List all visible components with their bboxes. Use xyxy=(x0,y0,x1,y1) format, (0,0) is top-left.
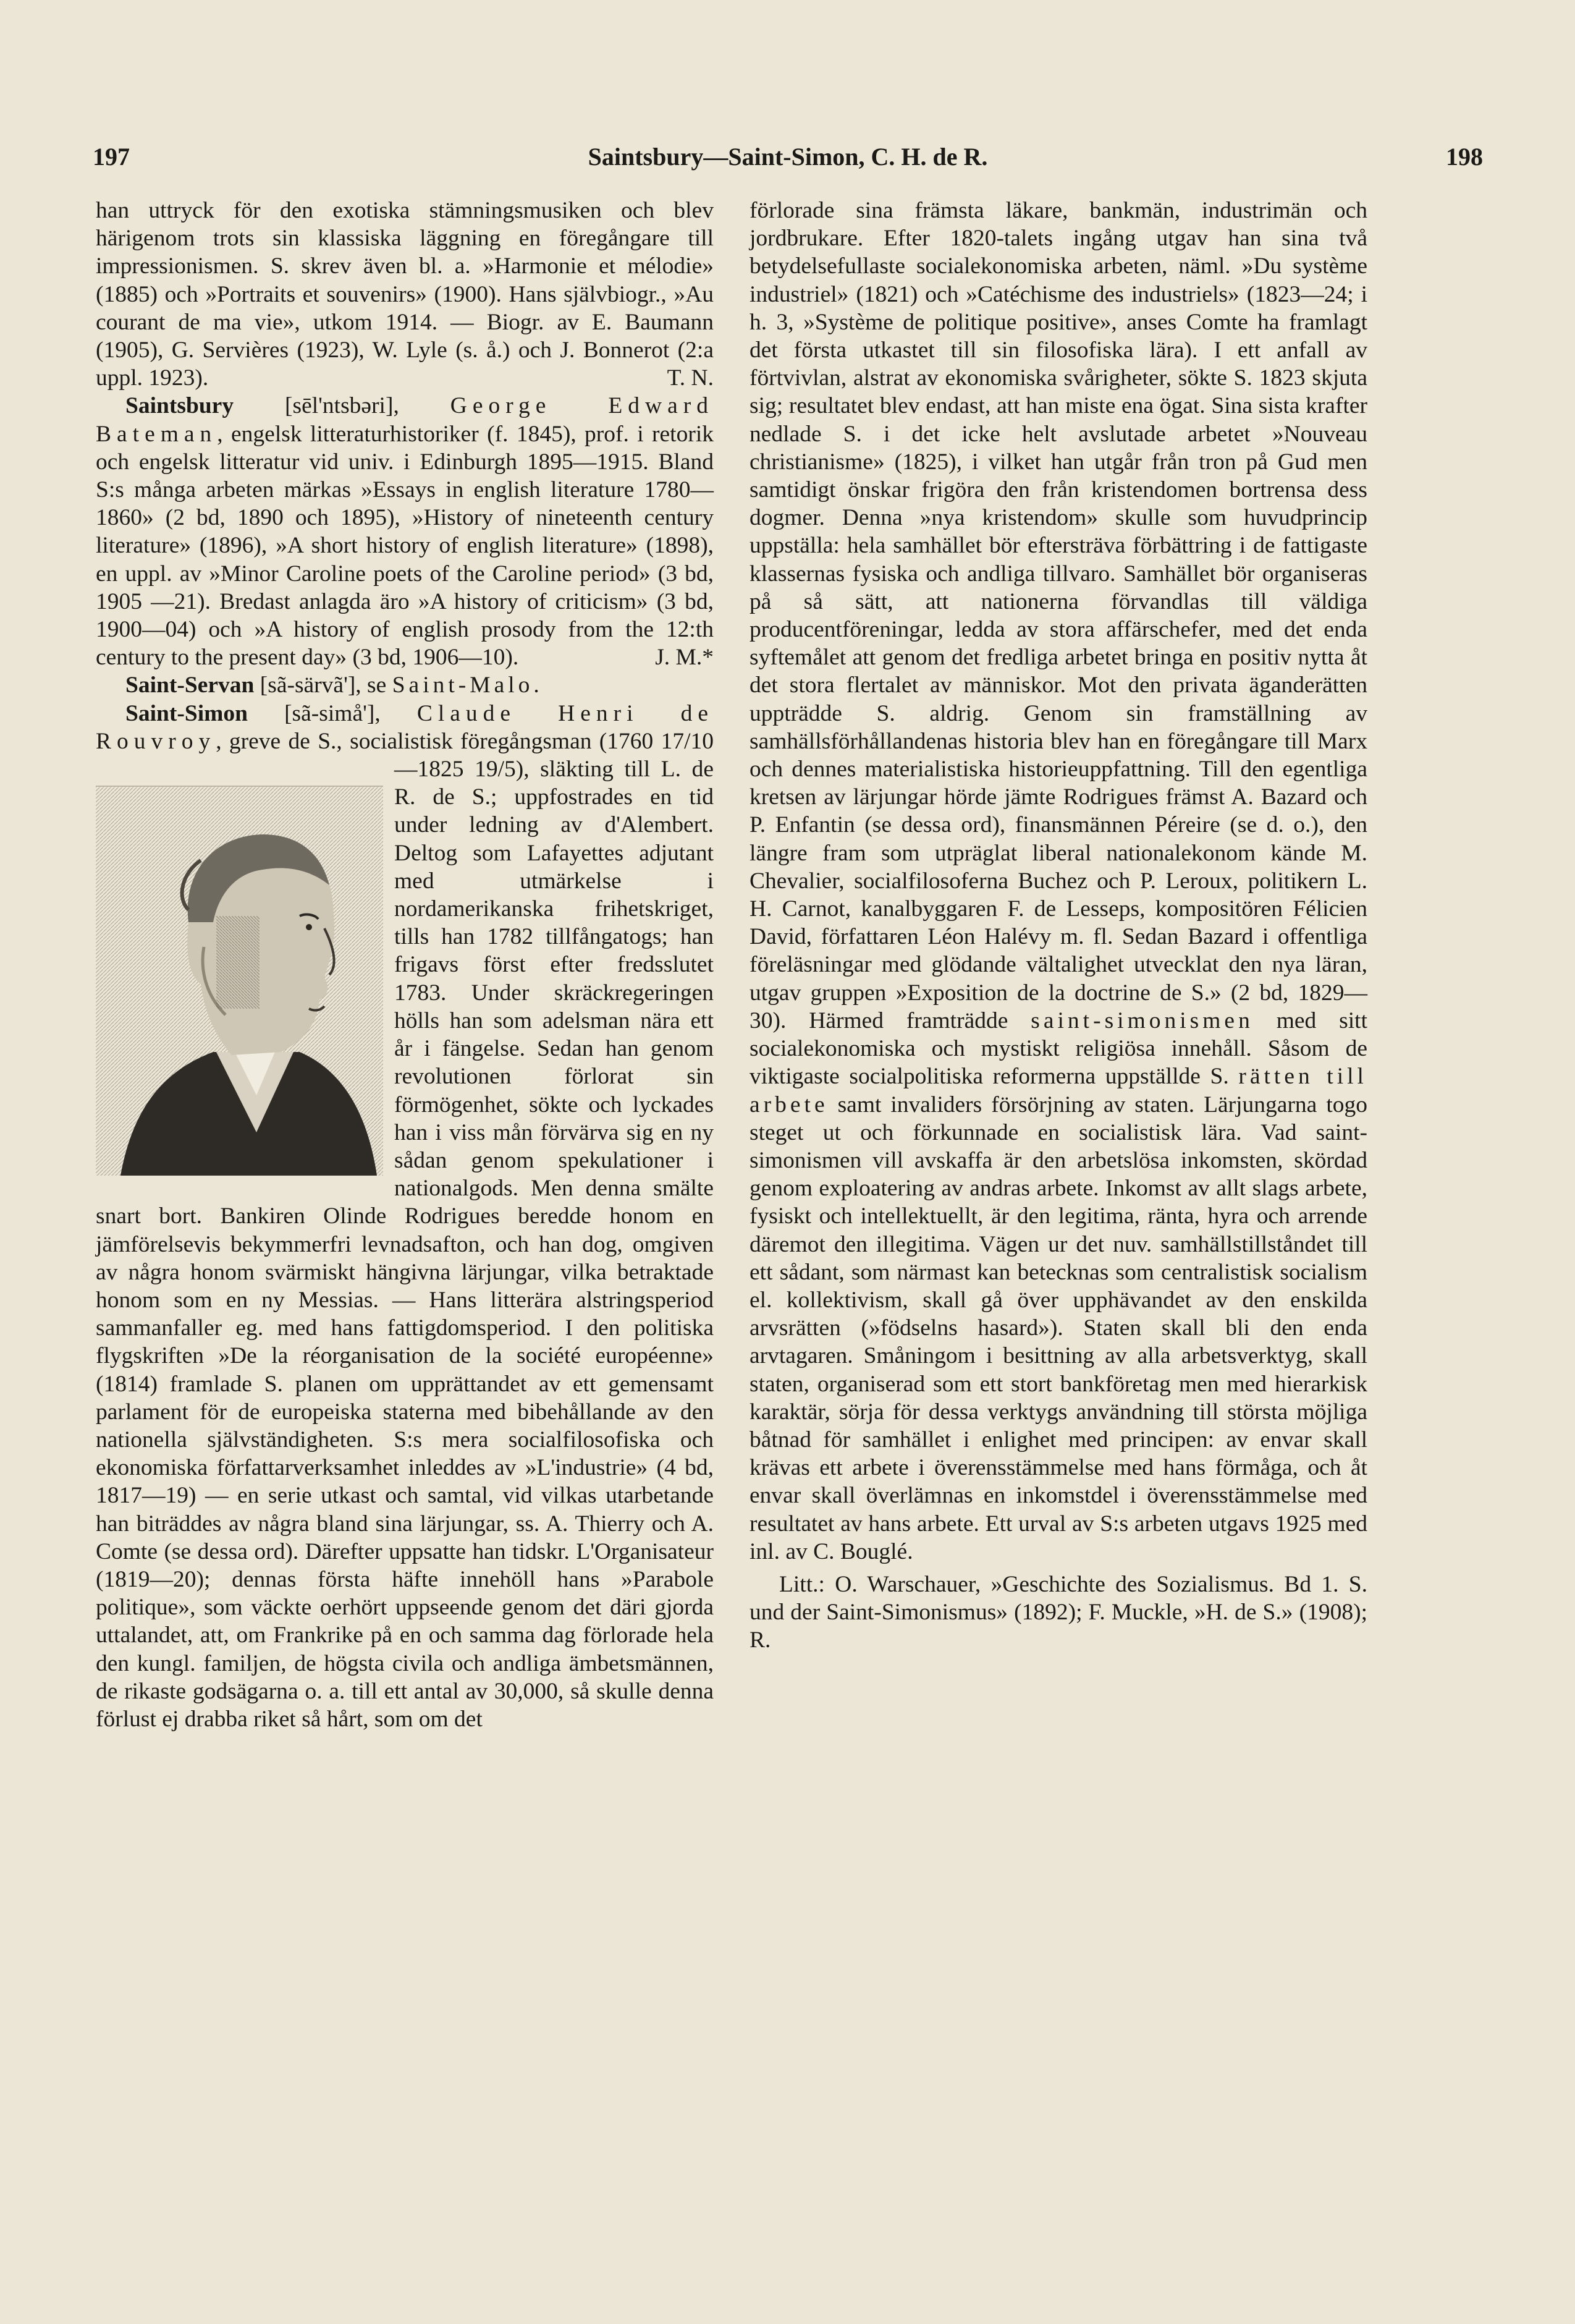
saint-simon-biography: ), släkting till L. de R. de S.; uppfostrades en tid under ledning av d'Alembert. Deltog som Lafayettes adjutant med utmärkelse i nordamerikanska frihetskriget, tills han 1782 tillfångatogs; han frigavs först efter fredsslutet 1783. Under skräckregeringen hölls han som adelsman nära ett år i fängelse. Sedan han genom revolutionen förlorat sin förmögenhet, sökte och lyckades han i viss mån förvärva sig en ny sådan genom spekulationer i nationalgods. Men denna smälte snart bort. Bankiren Olinde Rodrigues beredde honom en jämförelsevis bekymmerfri levnadsafton, och han dog, omgiven av några honom svärmiskt hängivna lärjungar, vilka betraktade honom som en ny Messias. — Hans litterära alstringsperiod sammanfaller eg. med hans fattigdomsperiod. I den politiska flygskriften »De la réorganisation de la société européenne» (1814) framlade S. planen om upprättandet av ett gemensamt parlament för de europeiska staterna med bibehållande av den nationella självständigheten. S:s mera socialfilosofiska och ekonomiska författarverksamhet inleddes av »L'industrie» (4 bd, 1817—19) — en serie utkast och samtal, vid vilkas utarbetande han biträddes av några bland sina lärjungar, ss. A. Thierry och A. Comte (se dessa ord). Därefter uppsatte han tidskr. L'Organisateur (1819—20); dennas första häfte innehöll hans »Parabole politique», som väckte oerhört uppseende genom det däri gjorda uttalandet, att, om Frankrike på en och samma dag förlorade hela den kungl. familjen, de högsta civila och andliga ämbetsmännen, de rikaste godsägarna o. a. till ett antal av 30,000, så skulle denna förlust ej drabba riket så hårt, som om det xyxy=(96,757,714,1732)
birth-date: 17/10 xyxy=(661,728,714,754)
saint-simon-continuation: förlorade sina främsta läkare, bankmän, industrimän och jordbrukare. Efter 1820-talets ingång utgav han sina två betydelsefullaste socialekonomiska arbeten, näml. »Du système industriel» (1821) och »Catéchisme des industriels» (1823—24; i h. 3, »Système de politique positive», anses Comte ha framlagt det första utkastet till sin filosofiska lära). I ett anfall av förtvivlan, alstrat av ekonomiska svårigheter, sökte S. 1823 skjuta sig; resultatet blev endast, att han miste ena ögat. Sina sista krafter nedlade S. i det icke helt avslutade arbetet »Nouveau christianisme» (1825), i vilket han utgår från tron på Gud men samtidigt önskar frigöra den från kristendomen bortrensa dess dogmer. Denna »nya kristendom» skulle som huvudprincip uppställa: hela samhället bör eftersträva förbättring i de fattigaste klassernas fysiska och andliga tillvaro. Samhället bör organiseras på så sätt, att nationerna förvandlas till väldiga producentföreningar, ledda av stora affärschefer, med det enda syftemålet att genom det fredliga arbetet bringa en positiv nytta åt det stora flertalet av människor. Mot den privata äganderätten uppträdde S. aldrig. Genom sin framställning av samhällsförhållandenas historia blev han en föregångare till Marx och dennes materialistiska historieuppfattning. Till den egentliga kretsen av lärjungar hörde jämte Rodrigues främst A. Bazard och P. Enfantin (se dessa ord), finansmännen Péreire (se d. o.), den längre fram som utpräglat liberal nationalekonom kände M. Chevalier, socialfilosoferna Buchez och P. Leroux, politikern L. H. Carnot, kanalbyggaren F. de Lesseps, kompositören Félicien David, författaren Léon Halévy m. fl. Sedan Bazard i offentliga föreläsningar med glödande vältalighet utvecklat den nya läran, utgav gruppen »Exposition de la doctrine de S.» (2 bd, 1829—30). Härmed framträdde saint-simonismen med sitt socialekonomiska och mystiskt religiösa innehåll. Såsom de viktigaste socialpolitiska reformerna uppställde S. rätten till arbete samt invaliders försörjning av staten. Lärjungarna togo steget ut och förkunnade en socialistisk lära. Vad saint-simonismen vill avskaffa är den arbetslösa inkomsten, skördad genom exploatering av andras arbete. Inkomst av allt slags arbete, fysiskt och intellektuellt, är den legitima, ränta, hyra och arrende däremot den illegitima. Vägen ur det nuv. samhällstillståndet till ett sådant, som närmast kan betecknas som centralistisk socialism el. kollektivism, skall gå över upphävandet av den enskilda arvsrätten (»födselns hasard»). Staten skall bli den enda arvtagaren. Småningom i besittning av alla arbetsverktyg, skall staten, organiserad som ett stort bankföretag men med hierarkisk karaktär, sörja för dessa verktygs användning till största möjliga båtnad för samhället i enlighet med principen: av envar skall krävas ett arbete i överensstämmelse med hans förmåga, och åt envar skall överlämnas en inkomstdel i överensstämmelse med resultatet av hans arbete. Ett urval av S:s arbeten utgavs 1925 med inl. av C. Bouglé. xyxy=(749,198,1367,1564)
saint-saens-continuation: han uttryck för den exotiska stämningsmusiken och blev härigenom trots sin klassiska läggning en föregångare till impressionismen. S. skrev även bl. a. »Harmonie et mélodie» (1885) och »Portraits et souvenirs» (1900). Hans självbiogr., »Au courant de ma vie», utkom 1914. — Biogr. av E. Baumann (1905), G. Servières (1923), W. Lyle (s. å.) och J. Bonnerot (2:a uppl. 1923). T. N. xyxy=(96,197,714,392)
left-page-number: 197 xyxy=(93,143,130,171)
headword-saintsbury: Saintsbury xyxy=(125,393,234,419)
portrait-saint-simon xyxy=(96,761,383,1176)
headword-saint-servan: Saint-Servan xyxy=(125,672,255,698)
saint-simon-full-name: Claude Henri de Rouvroy xyxy=(96,700,714,754)
term-saint-simonismen: saint-simonismen xyxy=(1031,1007,1254,1033)
literature-references: Litt.: O. Warschauer, »Geschichte des Sozialismus. Bd 1. S. und der Saint-Simonismus» (1892); F. Muckle, »H. de S.» (1908); R. xyxy=(749,1571,1367,1653)
header-title: Saintsbury—Saint-Simon, C. H. de R. xyxy=(588,143,988,171)
running-header xyxy=(93,137,1483,180)
right-page-number: 198 xyxy=(1446,143,1483,171)
entry-saintsbury: Saintsbury [sēl'ntsbəri], George Edward Bateman, engelsk litteraturhistoriker (f. 1845), prof. i retorik och engelsk litteratur vid univ. i Edinburgh 1895—1915. Bland S:s många arbeten märkas »Essays in english literature 1780—1860» (2 bd, 1890 och 1895), »History of nineteenth century literature» (1896), »A short history of english literature» (1898), en uppl. av »Minor Caroline poets of the Caroline period» (3 bd, 1905 —21). Bredast anlagda äro »A history of criticism» (3 bd, 1900—04) och »A history of english prosody from the 12:th century to the present day» (3 bd, 1906—10). J. M.* xyxy=(96,392,714,671)
entry-saint-simon: Saint-Simon [sã-simå'], Claude Henri de Rouvroy, greve de S., socialistisk föregångsman (1760 17/10—1825 19/5 ), släkting till L. de R. de S.; uppfostrades en tid under ledning av d'Alembert. Deltog som Lafayettes adjutant med utmärkelse i nordamerikanska frihetskriget, tills han 1782 tillfångatogs; han frigavs först efter fredsslutet 1783. Under skräckregeringen hölls han som adelsman nära ett år i fängelse. Sedan han genom revolutionen förlorat sin förmögenhet, sökte och lyckades han i viss mån förvärva sig en ny sådan genom spekulationer i nationalgods. Men denna smälte snart bort. Bankiren Olinde Rodrigues beredde honom en jämförelsevis bekymmerfri levnadsafton, och han dog, omgiven av några honom svärmiskt hängivna lärjungar, vilka betraktade honom som en ny Messias. — Hans litterära alstringsperiod sammanfaller eg. med hans fattigdomsperiod. I den politiska flygskriften »De la réorganisation de la société européenne» (1814) framlade S. planen om upprättandet av ett gemensamt parlament för de europeiska staterna med bibehållande av den nationella självständigheten. S:s mera socialfilosofiska och ekonomiska författarverksamhet inleddes av »L'industrie» (4 bd, 1817—19) — en serie utkast och samtal, vid vilkas utarbetande han biträddes av några bland sina lärjungar, ss. A. Thierry och A. Comte (se dessa ord). Därefter uppsatte han tidskr. L'Organisateur (1819—20); dennas första häfte innehöll hans »Parabole politique», som väckte oerhört uppseende genom det däri gjorda uttalandet, att, om Frankrike på en och samma dag förlorade hela den kungl. familjen, de högsta civila och andliga ämbetsmännen, de rikaste godsägarna o. a. till ett antal av 30,000, så skulle denna förlust ej drabba riket så hårt, som om det xyxy=(96,700,714,1732)
term-ratten-till-arbete: rätten till arbete xyxy=(749,1064,1367,1117)
saintsbury-full-name: George Edward Bateman xyxy=(96,393,714,447)
left-column xyxy=(96,197,714,1733)
entry-saint-servan: Saint-Servan [sã-särvã'], se Saint-Malo. xyxy=(125,672,539,698)
signature-tn: T. N. xyxy=(667,365,714,391)
headword-saint-simon: Saint-Simon xyxy=(125,700,248,726)
signature-jm: J. M.* xyxy=(655,645,714,671)
cross-reference-saint-malo: Saint-Malo xyxy=(392,672,534,698)
right-column xyxy=(749,197,1367,1655)
death-date: 19/5 xyxy=(475,757,516,782)
